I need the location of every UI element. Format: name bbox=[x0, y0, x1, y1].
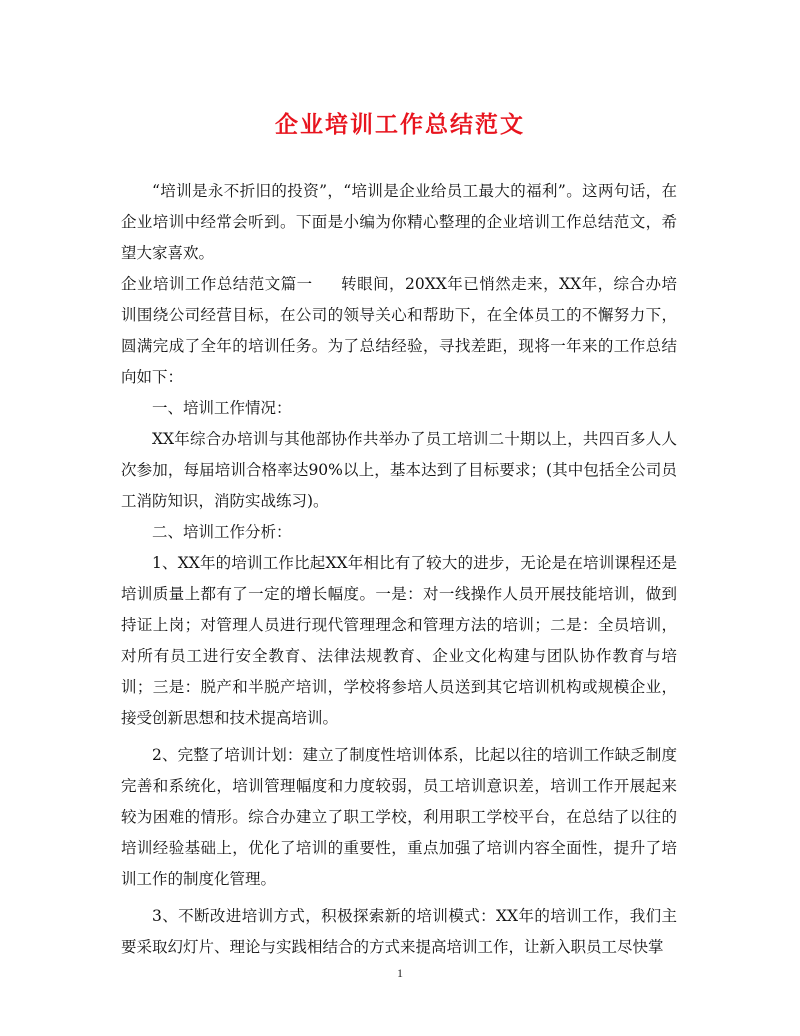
section-one-heading: 一、培训工作情况： bbox=[152, 399, 292, 417]
item-two-paragraph: 2、完整了培训计划：建立了制度性培训体系，比起以往的培训工作缺乏制度完善和系统化，培训管理幅度和力度较弱，员工培训意识差，培训工作开展起来较为困难的情形。综合办建立了职工学校，利用职工学校平台，在总结了以往的培训经验基础上，优化了培训的重要性，重点加强了培训内容全面性，提升了培训工作的制度化管理。 bbox=[121, 746, 677, 888]
section-one-paragraph: XX年综合办培训与其他部协作共举办了员工培训二十期以上，共四百多人人次参加，每届培训合格率达90%以上，基本达到了目标要求；(其中包括全公司员工消防知识，消防实战练习)。 bbox=[121, 430, 677, 510]
document-body bbox=[121, 176, 677, 963]
part-one-heading: 企业培训工作总结范文篇一 bbox=[121, 275, 313, 293]
item-one-paragraph: 1、XX年的培训工作比起XX年相比有了较大的进步，无论是在培训课程还是培训质量上都有了一定的增长幅度。一是：对一线操作人员开展技能培训，做到持证上岗；对管理人员进行现代管理理念和管理方法的培训；二是：全员培训，对所有员工进行安全教育、法律法规教育、企业文化构建与团队协作教育与培训；三是：脱产和半脱产培训，学校将参培人员送到其它培训机构或规模企业，接受创新思想和技术提高培训。 bbox=[121, 554, 677, 727]
intro-paragraph: “培训是永不折旧的投资”，“培训是企业给员工最大的福利”。这两句话，在企业培训中经常会听到。下面是小编为你精心整理的企业培训工作总结范文，希望大家喜欢。 bbox=[121, 182, 677, 262]
item-three-paragraph: 3、不断改进培训方式，积极探索新的培训模式：XX年的培训工作，我们主要采取幻灯片、理论与实践相结合的方式来提高培训工作，让新入职员工尽快掌 bbox=[121, 907, 677, 956]
section-two-heading: 二、培训工作分析： bbox=[152, 523, 292, 541]
part-one-paragraph bbox=[121, 269, 677, 393]
part-one-text: 转眼间，20XX年已悄然走来，XX年，综合办培训围绕公司经营目标，在公司的领导关心和帮助下，在全体员工的不懈努力下，圆满完成了全年的培训任务。为了总结经验，寻找差距，现将一年来的工作总结向如下： bbox=[121, 275, 677, 386]
page-number: 1 bbox=[397, 966, 403, 980]
document-title: 企业培训工作总结范文 bbox=[275, 111, 525, 138]
